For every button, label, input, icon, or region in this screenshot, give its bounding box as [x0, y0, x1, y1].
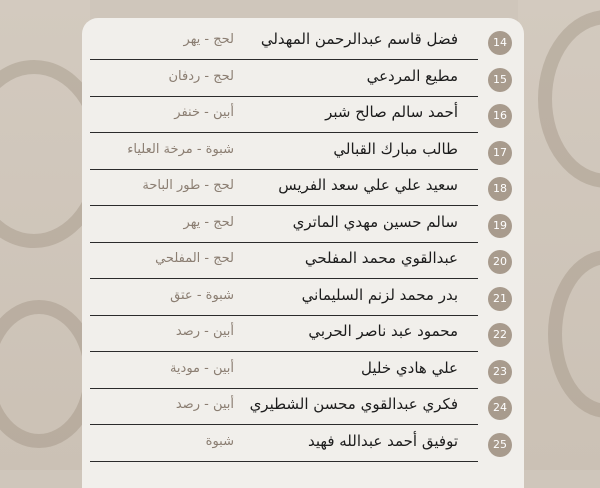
person-name: عبدالقوي محمد المفلحي: [304, 249, 458, 267]
row-number-badge: 17: [488, 141, 512, 165]
row-number-badge: 18: [488, 177, 512, 201]
list-item: [82, 97, 524, 133]
list-item: [82, 316, 524, 352]
person-name: توفيق أحمد عبدالله فهيد: [308, 431, 458, 450]
list-item: [82, 61, 524, 97]
row-number-badge: 23: [488, 360, 512, 384]
person-name: سالم حسين مهدي الماتري: [292, 212, 458, 231]
row-number-badge: 21: [488, 287, 512, 311]
person-name: محمود عبد ناصر الحربي: [308, 322, 458, 340]
row-number-badge: 14: [488, 31, 512, 55]
row-number-badge: 24: [488, 396, 512, 420]
row-divider: [90, 461, 478, 462]
row-number-badge: 16: [488, 104, 512, 128]
row-number-badge: 22: [488, 323, 512, 347]
person-location: لحج - ردفان: [168, 68, 234, 84]
list-item: [82, 24, 524, 60]
calligraphy-stroke: [538, 10, 600, 188]
person-location: أبين - مودية: [169, 360, 234, 376]
row-number-badge: 20: [488, 250, 512, 274]
person-name: فكري عبدالقوي محسن الشطيري: [249, 395, 458, 413]
person-name: سعيد علي علي سعد الفريس: [278, 176, 458, 194]
person-name: أحمد سالم صالح شبر: [325, 103, 458, 121]
person-location: شبوة - عتق: [170, 287, 234, 303]
person-name: بدر محمد لزنم السليماني: [301, 285, 458, 304]
person-name: مطيع المردعي: [366, 66, 458, 85]
list-item: [82, 243, 524, 279]
list-item: [82, 389, 524, 425]
person-location: لحج - المفلحي: [155, 251, 234, 266]
person-location: أبين - رصد: [175, 324, 234, 339]
list-item: [82, 134, 524, 170]
person-location: لحج - طور الباحة: [142, 178, 234, 193]
list-item: [82, 207, 524, 243]
person-location: أبين - رصد: [175, 397, 234, 412]
calligraphy-stroke: [548, 250, 600, 418]
person-name: علي هادي خليل: [361, 358, 458, 377]
list-item: [82, 426, 524, 462]
list-item: [82, 280, 524, 316]
person-location: أبين - خنفر: [174, 105, 234, 120]
list-item: [82, 170, 524, 206]
person-name: فضل قاسم عبدالرحمن المهدلي: [260, 30, 458, 48]
names-list-card: [82, 18, 524, 488]
decorative-background-right: [518, 0, 600, 470]
row-number-badge: 19: [488, 214, 512, 238]
list-item: [82, 353, 524, 389]
row-number-badge: 25: [488, 433, 512, 457]
person-location: شبوة: [205, 433, 234, 449]
person-name: طالب مبارك القبالي: [333, 139, 458, 158]
person-location: شبوة - مرخة العلياء: [127, 141, 234, 157]
person-location: لحج - يهر: [183, 214, 234, 230]
row-number-badge: 15: [488, 68, 512, 92]
person-location: لحج - يهر: [183, 32, 234, 47]
decorative-background-left: [0, 0, 90, 470]
